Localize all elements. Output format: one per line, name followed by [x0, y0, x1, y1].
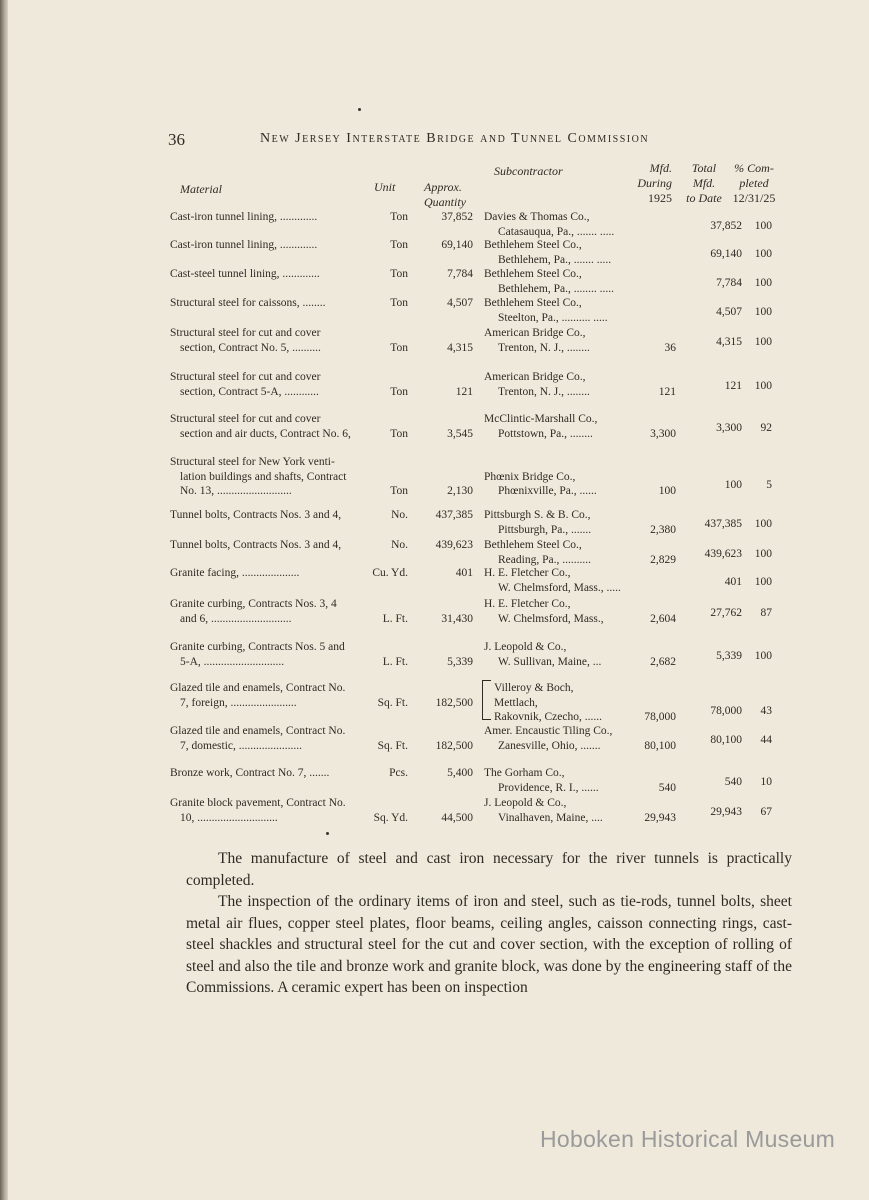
mfd-1925-cell: 29,943	[644, 811, 676, 824]
material-cell: Tunnel bolts, Contracts Nos. 3 and 4,	[170, 509, 342, 521]
subcontractor-cell: The Gorham Co., Providence, R. I., ......	[484, 767, 599, 794]
pct-completed-cell: 100	[754, 335, 772, 348]
total-mfd-cell: 5,339	[716, 649, 742, 662]
ink-speck	[358, 108, 361, 111]
quantity-cell: 439,623	[435, 539, 473, 551]
paragraph: The inspection of the ordinary items of iron and steel, such as tie-rods, tunnel bolts, sheet metal air flues, copper steel plates, floor beams, ceiling angles, caisson connecting rings, cast-steel shackles and structural steel for the cut and cover section, with the exception of rolling of steel and also the tile and bronze work and granite block, was done by the engineering staff of the Commissions. A ceramic expert has been on inspection	[186, 893, 792, 996]
material-cell: Glazed tile and enamels, Contract No. 7, domestic, ......................	[170, 725, 346, 752]
pct-completed-cell: 100	[754, 649, 772, 662]
quantity-cell: 3,545	[447, 427, 473, 440]
unit-cell: Pcs.	[389, 767, 408, 779]
total-mfd-cell: 37,852	[710, 219, 742, 232]
pct-completed-cell: 43	[760, 705, 772, 717]
mfd-1925-cell: 540	[658, 781, 676, 794]
quantity-cell: 2,130	[447, 485, 473, 497]
material-cell: Granite curbing, Contracts Nos. 5 and 5-A, ............................	[170, 641, 345, 668]
col-header-approx-quantity: Approx. Quantity	[424, 180, 466, 209]
pct-completed-cell: 100	[754, 247, 772, 260]
total-mfd-cell: 3,300	[716, 421, 742, 434]
total-mfd-cell: 80,100	[710, 733, 742, 746]
material-cell: Cast-iron tunnel lining, .............	[170, 239, 318, 251]
subcontractor-cell: Bethlehem Steel Co., Steelton, Pa., .......... .....	[484, 297, 608, 324]
total-mfd-cell: 27,762	[710, 606, 742, 619]
mfd-1925-cell: 80,100	[644, 739, 676, 752]
total-mfd-cell: 4,507	[716, 305, 742, 318]
quantity-cell: 5,339	[447, 655, 473, 668]
unit-cell: Ton	[390, 268, 408, 280]
quantity-cell: 182,500	[435, 739, 473, 752]
book-binding-edge	[0, 0, 8, 1200]
document-page	[8, 0, 869, 1200]
total-mfd-cell: 69,140	[710, 247, 742, 260]
material-cell: Structural steel for New York venti- lation buildings and shafts, Contract No. 13, ..........................	[170, 456, 347, 497]
pct-completed-cell: 100	[754, 219, 772, 232]
col-header-pct-completed: % Com- pleted 12/31/25	[732, 161, 776, 205]
material-cell: Cast-iron tunnel lining, .............	[170, 211, 318, 223]
subcontractor-cell: Phœnix Bridge Co., Phœnixville, Pa., ......	[484, 470, 597, 497]
unit-cell: Ton	[390, 297, 408, 309]
material-cell: Glazed tile and enamels, Contract No. 7, foreign, .......................	[170, 682, 346, 709]
running-title: New Jersey Interstate Bridge and Tunnel Commission	[260, 131, 650, 146]
total-mfd-cell: 401	[724, 575, 742, 588]
quantity-cell: 31,430	[441, 612, 473, 625]
pct-completed-cell: 67	[760, 805, 772, 818]
mfd-1925-cell: 2,380	[650, 523, 676, 536]
watermark: Hoboken Historical Museum	[540, 1126, 836, 1152]
pct-completed-cell: 100	[754, 517, 772, 530]
material-cell: Structural steel for cut and cover section, Contract No. 5, ..........	[170, 327, 321, 354]
brace-bracket	[482, 680, 491, 720]
pct-completed-cell: 100	[754, 276, 772, 289]
unit-cell: Ton	[390, 485, 408, 497]
subcontractor-cell: Pittsburgh S. & B. Co., Pittsburgh, Pa., .......	[484, 509, 592, 536]
pct-completed-cell: 100	[754, 575, 772, 588]
pct-completed-cell: 100	[754, 379, 772, 392]
quantity-cell: 7,784	[447, 268, 473, 280]
total-mfd-cell: 7,784	[716, 276, 742, 289]
unit-cell: No.	[391, 539, 408, 551]
pct-completed-cell: 100	[754, 547, 772, 560]
col-header-total-mfd: Total Mfd. to Date	[686, 161, 722, 205]
total-mfd-cell: 439,623	[704, 547, 742, 560]
pct-completed-cell: 44	[760, 733, 772, 746]
total-mfd-cell: 100	[724, 479, 742, 491]
total-mfd-cell: 78,000	[710, 705, 742, 717]
subcontractor-cell: J. Leopold & Co., Vinalhaven, Maine, ....	[484, 797, 603, 824]
material-cell: Granite block pavement, Contract No. 10, ............................	[170, 797, 346, 824]
unit-cell: Cu. Yd.	[372, 567, 408, 579]
quantity-cell: 121	[455, 385, 473, 398]
unit-cell: Sq. Ft.	[377, 739, 408, 752]
quantity-cell: 44,500	[441, 811, 473, 824]
pct-completed-cell: 5	[766, 479, 772, 491]
unit-cell: Ton	[390, 341, 408, 354]
unit-cell: Ton	[390, 239, 408, 251]
subcontractor-cell: Amer. Encaustic Tiling Co., Zanesville, Ohio, .......	[484, 725, 613, 752]
pct-completed-cell: 10	[760, 775, 772, 788]
subcontractor-cell: American Bridge Co., Trenton, N. J., ........	[484, 371, 590, 398]
pct-completed-cell: 100	[754, 305, 772, 318]
total-mfd-cell: 121	[724, 379, 742, 392]
unit-cell: Ton	[390, 211, 408, 223]
mfd-1925-cell: 78,000	[644, 711, 676, 723]
pct-completed-cell: 92	[760, 421, 772, 434]
quantity-cell: 69,140	[441, 239, 473, 251]
quantity-cell: 4,315	[447, 341, 473, 354]
material-cell: Granite facing, ....................	[170, 567, 300, 579]
unit-cell: L. Ft.	[382, 655, 408, 668]
mfd-1925-cell: 2,829	[650, 553, 676, 566]
body-text	[186, 848, 792, 999]
unit-cell: Ton	[390, 385, 408, 398]
ink-speck	[326, 832, 329, 835]
total-mfd-cell: 29,943	[710, 805, 742, 818]
mfd-1925-cell: 100	[658, 485, 676, 497]
material-cell: Structural steel for cut and cover section, Contract 5-A, ............	[170, 371, 321, 398]
page-header	[8, 130, 869, 152]
material-cell: Structural steel for cut and cover section and air ducts, Contract No. 6,	[170, 413, 351, 440]
subcontractor-cell: H. E. Fletcher Co., W. Chelmsford, Mass.,	[484, 598, 604, 625]
material-cell: Granite curbing, Contracts Nos. 3, 4 and 6, ............................	[170, 598, 337, 625]
col-header-mfd-1925: Mfd. During 1925	[637, 161, 672, 205]
col-header-subcontractor: Subcontractor	[494, 164, 563, 178]
subcontractor-cell: McClintic-Marshall Co., Pottstown, Pa., ........	[484, 413, 598, 440]
quantity-cell: 437,385	[435, 509, 473, 521]
subcontractor-cell: American Bridge Co., Trenton, N. J., ........	[484, 327, 590, 354]
material-cell: Tunnel bolts, Contracts Nos. 3 and 4,	[170, 539, 342, 551]
material-cell: Cast-steel tunnel lining, .............	[170, 268, 320, 280]
paragraph: The manufacture of steel and cast iron necessary for the river tunnels is practically completed.	[186, 850, 792, 889]
quantity-cell: 401	[455, 567, 473, 579]
col-header-unit: Unit	[374, 180, 396, 194]
mfd-1925-cell: 121	[658, 385, 676, 398]
total-mfd-cell: 540	[724, 775, 742, 788]
mfd-1925-cell: 2,682	[650, 655, 676, 668]
subcontractor-cell: J. Leopold & Co., W. Sullivan, Maine, ...	[484, 641, 602, 668]
page-number: 36	[168, 130, 185, 149]
unit-cell: No.	[391, 509, 408, 521]
unit-cell: Sq. Yd.	[373, 811, 408, 824]
subcontractor-cell: Bethlehem Steel Co., Bethlehem, Pa., ........ .....	[484, 268, 614, 295]
total-mfd-cell: 4,315	[716, 335, 742, 348]
pct-completed-cell: 87	[760, 606, 772, 619]
subcontractor-cell: Bethlehem Steel Co., Reading, Pa., ..........	[484, 539, 591, 566]
unit-cell: Ton	[390, 427, 408, 440]
quantity-cell: 5,400	[447, 767, 473, 779]
subcontractor-cell: Villeroy & Boch, Mettlach, Rakovnik, Czecho, ......	[494, 682, 602, 723]
material-cell: Structural steel for caissons, ........	[170, 297, 326, 309]
unit-cell: Sq. Ft.	[377, 696, 408, 709]
mfd-1925-cell: 2,604	[650, 612, 676, 625]
mfd-1925-cell: 3,300	[650, 427, 676, 440]
subcontractor-cell: Davies & Thomas Co., Catasauqua, Pa., ....... .....	[484, 211, 615, 238]
quantity-cell: 37,852	[441, 211, 473, 223]
mfd-1925-cell: 36	[664, 341, 676, 354]
material-cell: Bronze work, Contract No. 7, .......	[170, 767, 330, 779]
col-header-material: Material	[180, 182, 222, 196]
unit-cell: L. Ft.	[382, 612, 408, 625]
quantity-cell: 4,507	[447, 297, 473, 309]
quantity-cell: 182,500	[435, 696, 473, 709]
subcontractor-cell: Bethlehem Steel Co., Bethlehem, Pa., ....... .....	[484, 239, 612, 266]
total-mfd-cell: 437,385	[704, 517, 742, 530]
subcontractor-cell: H. E. Fletcher Co., W. Chelmsford, Mass., .....	[484, 567, 621, 594]
